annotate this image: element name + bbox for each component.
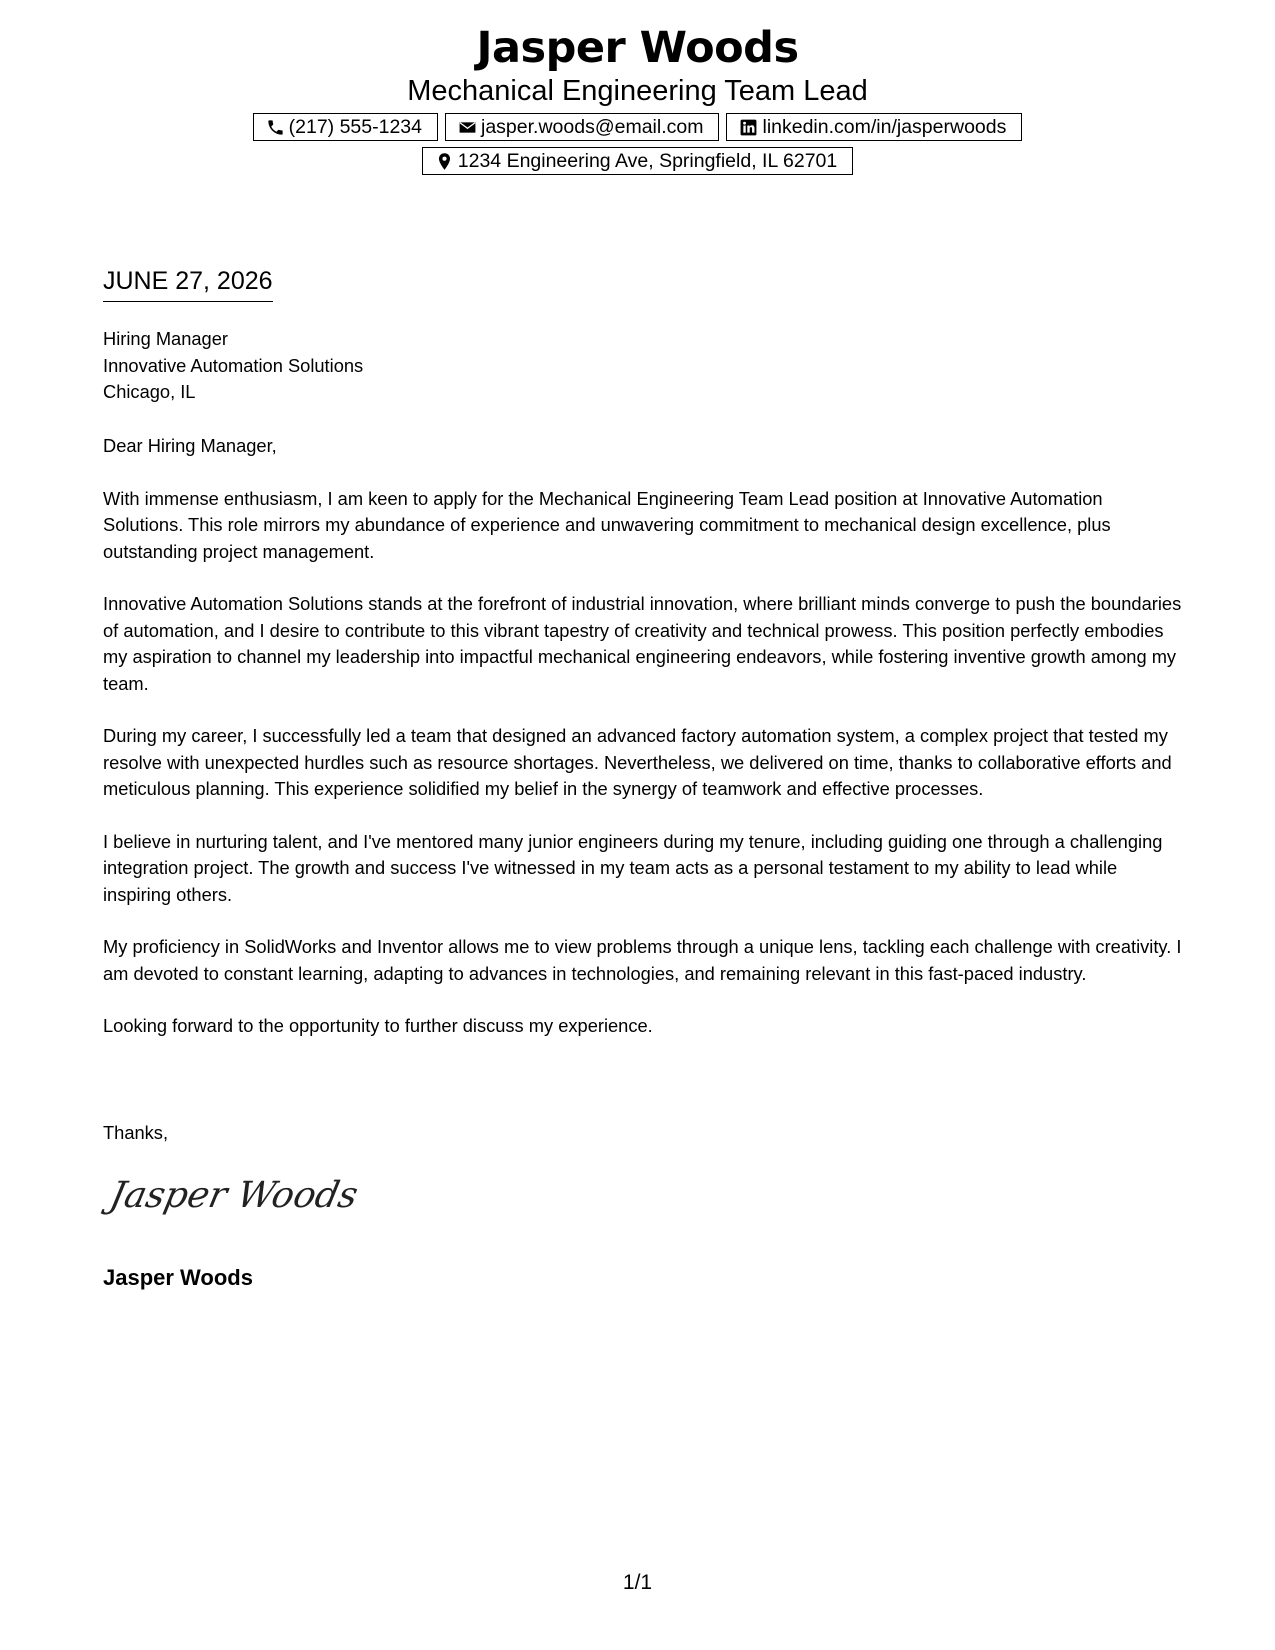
envelope-icon bbox=[458, 118, 477, 137]
contact-email[interactable] bbox=[445, 113, 719, 141]
contact-phone bbox=[253, 113, 438, 141]
closing-remark: Looking forward to the opportunity to further discuss my experience. bbox=[103, 1015, 653, 1036]
recipient-name: Hiring Manager bbox=[103, 328, 228, 349]
recipient-block bbox=[103, 326, 363, 406]
linkedin-url[interactable]: linkedin.com/in/jasperwoods bbox=[762, 115, 1007, 138]
recipient-company: Innovative Automation Solutions bbox=[103, 354, 364, 376]
body-paragraph: My proficiency in SolidWorks and Inventor allows me to view problems through a unique lens, tackling each challenge with creativity. I am devoted to constant learning, adapting to advances in technologies, and remaining relevant in this fast-paced industry. bbox=[103, 936, 1182, 984]
contact-row-1 bbox=[0, 113, 1275, 141]
applicant-name: Jasper Woods bbox=[476, 23, 799, 73]
map-pin-icon bbox=[435, 152, 454, 171]
email-address[interactable]: jasper.woods@email.com bbox=[481, 115, 704, 138]
contact-linkedin[interactable] bbox=[726, 113, 1022, 141]
signer-name: Jasper Woods bbox=[103, 1265, 253, 1290]
closing: Thanks, bbox=[103, 1122, 169, 1143]
body-paragraph: With immense enthusiasm, I am keen to apply for the Mechanical Engineering Team Lead position at Innovative Automation Solutions. This role mirrors my abundance of experience and unwavering commitment to mechanical design excellence, plus outstanding project management. bbox=[103, 487, 1111, 562]
body-paragraph: During my career, I successfully led a team that designed an advanced factory automation system, a complex project that tested my resolve with unexpected hurdles such as resource shortages. Nevertheless, we delivered on time, thanks to collaborative efforts and meticulous planning. This experience solidified my belief in the synergy of teamwork and effective processes. bbox=[103, 725, 1172, 799]
handwritten-signature bbox=[106, 1165, 362, 1225]
phone-icon bbox=[266, 118, 285, 137]
contact-row-2 bbox=[0, 147, 1275, 175]
linkedin-icon bbox=[739, 118, 758, 137]
recipient-location: Chicago, IL bbox=[103, 381, 196, 402]
phone-number: (217) 555-1234 bbox=[288, 115, 422, 138]
page-number: 1/1 bbox=[622, 1571, 653, 1594]
letter-body bbox=[103, 433, 1183, 1066]
body-paragraph: I believe in nurturing talent, and I've mentored many junior engineers during my tenure, including guiding one through a challenging integration project. The growth and success I've witnessed in my team acts as a personal testament to my ability to lead while inspiring others. bbox=[103, 830, 1163, 905]
contact-address bbox=[422, 147, 853, 175]
street-address: 1234 Engineering Ave, Springfield, IL 62701 bbox=[457, 149, 838, 172]
letter-date: JUNE 27, 2026 bbox=[103, 266, 273, 302]
letter-header bbox=[0, 22, 1275, 175]
applicant-title: Mechanical Engineering Team Lead bbox=[407, 75, 868, 107]
signature-text: Jasper Woods bbox=[106, 1173, 362, 1216]
salutation: Dear Hiring Manager, bbox=[103, 435, 277, 456]
body-paragraph: Innovative Automation Solutions stands at the forefront of industrial innovation, where brilliant minds converge to push the boundaries of automation, and I desire to contribute to this vibrant tapestry of creativity and technical prowess. This position perfectly embodies my aspiration to channel my leadership into impactful mechanical engineering endeavors, while fostering inventive growth among my team. bbox=[103, 593, 1182, 694]
